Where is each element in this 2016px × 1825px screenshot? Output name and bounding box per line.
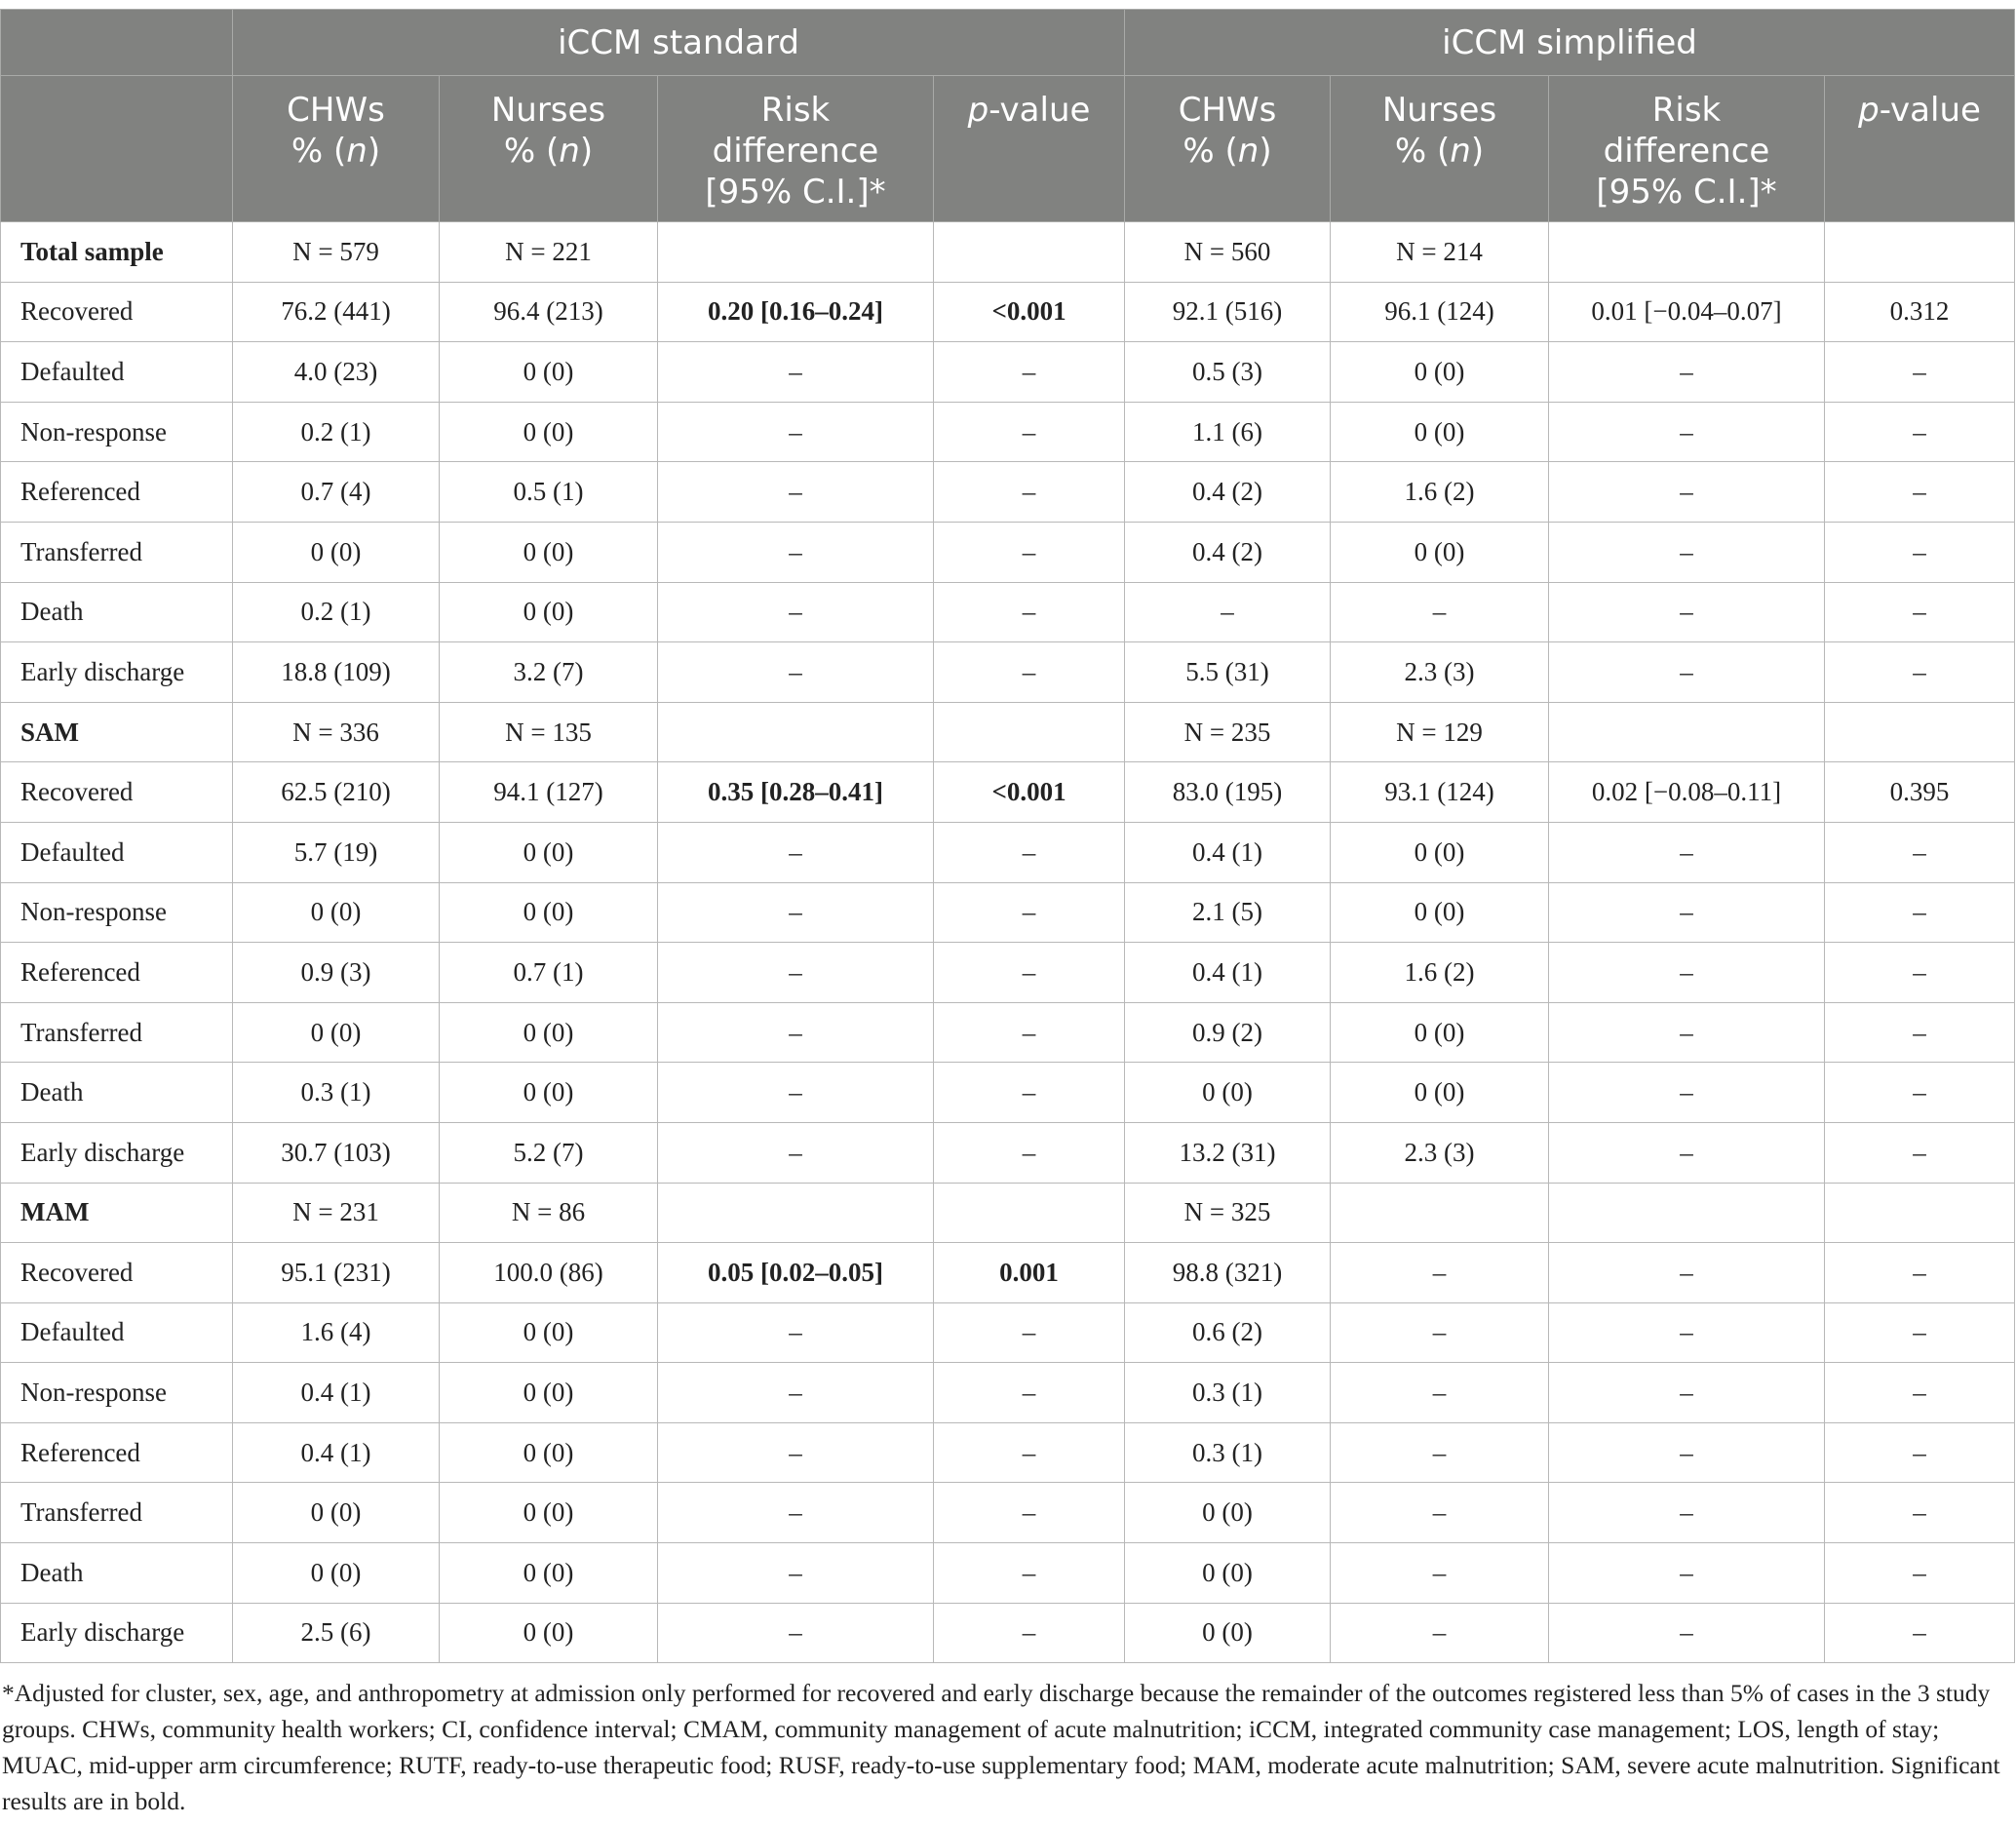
header-empty-cell	[1, 10, 233, 76]
cell-std-rd: –	[658, 462, 934, 523]
cell-simp-chws: 1.1 (6)	[1125, 402, 1331, 462]
table-row	[1, 822, 2015, 882]
table-header	[1, 10, 2015, 222]
table-row	[1, 282, 2015, 342]
section-n-std-nurses: N = 86	[440, 1183, 658, 1243]
cell-simp-chws: 0.9 (2)	[1125, 1002, 1331, 1063]
cell-simp-p: –	[1825, 1603, 2015, 1663]
section-n-simp-nurses: N = 129	[1331, 702, 1549, 762]
table-row	[1, 1122, 2015, 1183]
cell-simp-rd: –	[1549, 1483, 1825, 1543]
cell-std-p: –	[934, 1063, 1125, 1123]
cell-simp-p: –	[1825, 1422, 2015, 1483]
table-row	[1, 1063, 2015, 1123]
cell-simp-rd: –	[1549, 1543, 1825, 1604]
section-n-simp-rd	[1549, 222, 1825, 283]
cell-std-chws: 30.7 (103)	[233, 1122, 440, 1183]
cell-simp-rd: –	[1549, 1243, 1825, 1303]
cell-std-chws: 0 (0)	[233, 1483, 440, 1543]
cell-simp-chws: 0.3 (1)	[1125, 1422, 1331, 1483]
cell-simp-p: –	[1825, 522, 2015, 582]
section-row	[1, 1183, 2015, 1243]
cell-simp-nurses: 0 (0)	[1331, 522, 1549, 582]
cell-simp-rd: –	[1549, 342, 1825, 403]
cell-simp-rd: –	[1549, 522, 1825, 582]
cell-std-chws: 2.5 (6)	[233, 1603, 440, 1663]
cell-std-rd: –	[658, 1302, 934, 1363]
cell-simp-chws: 0 (0)	[1125, 1543, 1331, 1604]
section-label: MAM	[1, 1183, 233, 1243]
cell-simp-nurses: –	[1331, 1543, 1549, 1604]
section-n-std-chws: N = 579	[233, 222, 440, 283]
outcomes-table	[0, 9, 2015, 1663]
cell-std-chws: 0.2 (1)	[233, 582, 440, 642]
cell-simp-rd: –	[1549, 882, 1825, 943]
cell-std-chws: 1.6 (4)	[233, 1302, 440, 1363]
cell-std-p: –	[934, 1302, 1125, 1363]
cell-std-rd: –	[658, 1422, 934, 1483]
cell-std-rd: 0.20 [0.16–0.24]	[658, 282, 934, 342]
group-header-simplified: iCCM simplified	[1125, 10, 2015, 76]
cell-std-rd: –	[658, 522, 934, 582]
table-container	[0, 9, 2016, 1663]
cell-simp-rd: –	[1549, 822, 1825, 882]
cell-simp-chws: 13.2 (31)	[1125, 1122, 1331, 1183]
group-header-standard: iCCM standard	[233, 10, 1125, 76]
section-n-simp-nurses	[1331, 1183, 1549, 1243]
cell-simp-rd: –	[1549, 582, 1825, 642]
cell-std-nurses: 0 (0)	[440, 402, 658, 462]
col-header-simp-nurses: Nurses % (n)	[1331, 76, 1549, 222]
cell-std-p: –	[934, 1422, 1125, 1483]
section-n-simp-chws: N = 235	[1125, 702, 1331, 762]
cell-simp-p: –	[1825, 342, 2015, 403]
cell-simp-nurses: 0 (0)	[1331, 342, 1549, 403]
cell-std-chws: 18.8 (109)	[233, 642, 440, 703]
table-row	[1, 642, 2015, 703]
cell-simp-chws: 0.4 (2)	[1125, 522, 1331, 582]
row-label: Defaulted	[1, 342, 233, 403]
column-header-row	[1, 76, 2015, 222]
row-label: Referenced	[1, 462, 233, 523]
cell-std-p: –	[934, 882, 1125, 943]
cell-std-rd: –	[658, 1543, 934, 1604]
cell-simp-p: –	[1825, 1122, 2015, 1183]
cell-simp-chws: 0 (0)	[1125, 1603, 1331, 1663]
cell-simp-rd: 0.02 [−0.08–0.11]	[1549, 762, 1825, 823]
col-header-simp-p-value: p-value	[1825, 76, 2015, 222]
header-empty-cell	[1, 76, 233, 222]
cell-simp-chws: 0.4 (2)	[1125, 462, 1331, 523]
row-label: Defaulted	[1, 822, 233, 882]
cell-simp-rd: –	[1549, 642, 1825, 703]
cell-simp-nurses: 0 (0)	[1331, 1063, 1549, 1123]
table-row	[1, 522, 2015, 582]
section-n-simp-rd	[1549, 702, 1825, 762]
row-label: Death	[1, 1543, 233, 1604]
cell-std-p: –	[934, 1543, 1125, 1604]
cell-std-rd: –	[658, 402, 934, 462]
cell-std-nurses: 0 (0)	[440, 1483, 658, 1543]
cell-simp-nurses: 1.6 (2)	[1331, 943, 1549, 1003]
col-header-simp-chws: CHWs % (n)	[1125, 76, 1331, 222]
cell-std-p: <0.001	[934, 282, 1125, 342]
col-header-std-p-value: p-value	[934, 76, 1125, 222]
section-row	[1, 222, 2015, 283]
cell-std-chws: 62.5 (210)	[233, 762, 440, 823]
row-label: Non-response	[1, 1363, 233, 1423]
cell-simp-p: –	[1825, 462, 2015, 523]
cell-std-nurses: 5.2 (7)	[440, 1122, 658, 1183]
cell-std-nurses: 0 (0)	[440, 1543, 658, 1604]
cell-std-p: –	[934, 522, 1125, 582]
cell-std-rd: 0.35 [0.28–0.41]	[658, 762, 934, 823]
cell-std-p: –	[934, 1363, 1125, 1423]
cell-simp-nurses: –	[1331, 1363, 1549, 1423]
cell-std-p: –	[934, 402, 1125, 462]
table-row	[1, 882, 2015, 943]
table-row	[1, 582, 2015, 642]
cell-std-nurses: 0 (0)	[440, 1002, 658, 1063]
cell-std-p: –	[934, 642, 1125, 703]
row-label: Recovered	[1, 762, 233, 823]
cell-std-p: –	[934, 1603, 1125, 1663]
cell-simp-p: –	[1825, 1002, 2015, 1063]
row-label: Referenced	[1, 1422, 233, 1483]
cell-std-nurses: 0 (0)	[440, 1422, 658, 1483]
cell-std-rd: –	[658, 882, 934, 943]
cell-std-chws: 5.7 (19)	[233, 822, 440, 882]
cell-std-rd: –	[658, 943, 934, 1003]
cell-simp-rd: 0.01 [−0.04–0.07]	[1549, 282, 1825, 342]
table-row	[1, 462, 2015, 523]
cell-std-rd: –	[658, 1483, 934, 1543]
section-n-std-nurses: N = 221	[440, 222, 658, 283]
section-n-std-p	[934, 1183, 1125, 1243]
cell-simp-chws: 98.8 (321)	[1125, 1243, 1331, 1303]
cell-std-nurses: 0 (0)	[440, 342, 658, 403]
section-label: Total sample	[1, 222, 233, 283]
cell-std-nurses: 3.2 (7)	[440, 642, 658, 703]
cell-std-nurses: 0 (0)	[440, 1363, 658, 1423]
cell-std-chws: 76.2 (441)	[233, 282, 440, 342]
cell-std-p: –	[934, 1483, 1125, 1543]
table-body	[1, 222, 2015, 1663]
cell-simp-p: –	[1825, 1302, 2015, 1363]
cell-simp-rd: –	[1549, 462, 1825, 523]
cell-std-chws: 0.9 (3)	[233, 943, 440, 1003]
cell-std-p: –	[934, 582, 1125, 642]
cell-simp-rd: –	[1549, 1002, 1825, 1063]
section-n-std-rd	[658, 702, 934, 762]
cell-simp-rd: –	[1549, 943, 1825, 1003]
row-label: Non-response	[1, 402, 233, 462]
row-label: Early discharge	[1, 1122, 233, 1183]
table-row	[1, 402, 2015, 462]
cell-std-rd: –	[658, 1363, 934, 1423]
cell-simp-p: –	[1825, 1243, 2015, 1303]
row-label: Referenced	[1, 943, 233, 1003]
cell-simp-nurses: –	[1331, 1302, 1549, 1363]
cell-std-rd: –	[658, 1063, 934, 1123]
cell-simp-chws: 0.4 (1)	[1125, 943, 1331, 1003]
section-n-simp-p	[1825, 1183, 2015, 1243]
cell-simp-p: –	[1825, 1543, 2015, 1604]
cell-simp-rd: –	[1549, 402, 1825, 462]
row-label: Transferred	[1, 1483, 233, 1543]
cell-std-chws: 0 (0)	[233, 1543, 440, 1604]
cell-simp-rd: –	[1549, 1063, 1825, 1123]
cell-std-chws: 0.3 (1)	[233, 1063, 440, 1123]
table-row	[1, 943, 2015, 1003]
cell-std-p: 0.001	[934, 1243, 1125, 1303]
section-n-std-p	[934, 702, 1125, 762]
cell-simp-chws: 0.6 (2)	[1125, 1302, 1331, 1363]
cell-std-p: –	[934, 943, 1125, 1003]
cell-std-nurses: 0 (0)	[440, 882, 658, 943]
cell-simp-chws: 92.1 (516)	[1125, 282, 1331, 342]
cell-simp-nurses: 96.1 (124)	[1331, 282, 1549, 342]
cell-simp-nurses: –	[1331, 582, 1549, 642]
section-n-std-chws: N = 231	[233, 1183, 440, 1243]
cell-simp-rd: –	[1549, 1603, 1825, 1663]
table-row	[1, 1243, 2015, 1303]
row-label: Defaulted	[1, 1302, 233, 1363]
cell-std-chws: 0.2 (1)	[233, 402, 440, 462]
cell-std-rd: –	[658, 342, 934, 403]
cell-simp-rd: –	[1549, 1122, 1825, 1183]
col-header-simp-risk-difference: Risk difference [95% C.I.]*	[1549, 76, 1825, 222]
cell-std-chws: 0.7 (4)	[233, 462, 440, 523]
cell-std-chws: 0 (0)	[233, 522, 440, 582]
cell-simp-p: –	[1825, 1483, 2015, 1543]
cell-std-chws: 0 (0)	[233, 882, 440, 943]
section-n-std-chws: N = 336	[233, 702, 440, 762]
cell-std-chws: 95.1 (231)	[233, 1243, 440, 1303]
cell-std-p: –	[934, 462, 1125, 523]
table-row	[1, 1543, 2015, 1604]
row-label: Transferred	[1, 522, 233, 582]
cell-simp-p: –	[1825, 1363, 2015, 1423]
cell-simp-chws: 0.5 (3)	[1125, 342, 1331, 403]
cell-std-nurses: 0 (0)	[440, 522, 658, 582]
cell-std-nurses: 0 (0)	[440, 582, 658, 642]
cell-simp-nurses: 0 (0)	[1331, 402, 1549, 462]
group-header-row	[1, 10, 2015, 76]
cell-std-p: <0.001	[934, 762, 1125, 823]
table-row	[1, 342, 2015, 403]
cell-std-nurses: 0.5 (1)	[440, 462, 658, 523]
cell-std-rd: –	[658, 822, 934, 882]
cell-std-nurses: 0 (0)	[440, 1302, 658, 1363]
cell-simp-p: –	[1825, 822, 2015, 882]
cell-std-chws: 0.4 (1)	[233, 1422, 440, 1483]
table-row	[1, 1363, 2015, 1423]
col-header-std-risk-difference: Risk difference [95% C.I.]*	[658, 76, 934, 222]
cell-simp-nurses: 2.3 (3)	[1331, 642, 1549, 703]
row-label: Recovered	[1, 282, 233, 342]
cell-std-rd: –	[658, 1122, 934, 1183]
cell-std-rd: –	[658, 1603, 934, 1663]
col-header-std-chws: CHWs % (n)	[233, 76, 440, 222]
cell-std-rd: 0.05 [0.02–0.05]	[658, 1243, 934, 1303]
table-row	[1, 762, 2015, 823]
cell-std-nurses: 0 (0)	[440, 822, 658, 882]
section-n-std-nurses: N = 135	[440, 702, 658, 762]
row-label: Transferred	[1, 1002, 233, 1063]
cell-simp-nurses: 0 (0)	[1331, 1002, 1549, 1063]
cell-simp-p: –	[1825, 882, 2015, 943]
section-n-simp-p	[1825, 222, 2015, 283]
cell-simp-chws: 83.0 (195)	[1125, 762, 1331, 823]
cell-simp-nurses: –	[1331, 1603, 1549, 1663]
cell-std-p: –	[934, 342, 1125, 403]
section-row	[1, 702, 2015, 762]
table-row	[1, 1603, 2015, 1663]
cell-simp-p: –	[1825, 582, 2015, 642]
section-n-simp-nurses: N = 214	[1331, 222, 1549, 283]
cell-simp-nurses: 93.1 (124)	[1331, 762, 1549, 823]
cell-simp-chws: 0.3 (1)	[1125, 1363, 1331, 1423]
cell-std-nurses: 94.1 (127)	[440, 762, 658, 823]
cell-simp-chws: 0.4 (1)	[1125, 822, 1331, 882]
section-n-simp-rd	[1549, 1183, 1825, 1243]
cell-simp-p: –	[1825, 1063, 2015, 1123]
cell-std-chws: 0 (0)	[233, 1002, 440, 1063]
section-n-simp-p	[1825, 702, 2015, 762]
cell-std-chws: 0.4 (1)	[233, 1363, 440, 1423]
cell-std-p: –	[934, 1002, 1125, 1063]
cell-simp-p: –	[1825, 943, 2015, 1003]
cell-std-nurses: 0 (0)	[440, 1063, 658, 1123]
row-label: Death	[1, 1063, 233, 1123]
row-label: Non-response	[1, 882, 233, 943]
cell-simp-nurses: –	[1331, 1243, 1549, 1303]
table-row	[1, 1002, 2015, 1063]
cell-simp-nurses: 0 (0)	[1331, 882, 1549, 943]
section-label: SAM	[1, 702, 233, 762]
cell-simp-p: 0.395	[1825, 762, 2015, 823]
cell-simp-rd: –	[1549, 1302, 1825, 1363]
row-label: Early discharge	[1, 642, 233, 703]
cell-std-nurses: 0.7 (1)	[440, 943, 658, 1003]
cell-simp-p: –	[1825, 402, 2015, 462]
cell-simp-chws: 2.1 (5)	[1125, 882, 1331, 943]
cell-std-p: –	[934, 822, 1125, 882]
col-header-std-nurses: Nurses % (n)	[440, 76, 658, 222]
row-label: Death	[1, 582, 233, 642]
cell-simp-p: –	[1825, 642, 2015, 703]
cell-std-nurses: 0 (0)	[440, 1603, 658, 1663]
cell-std-p: –	[934, 1122, 1125, 1183]
table-row	[1, 1483, 2015, 1543]
cell-simp-chws: 0 (0)	[1125, 1483, 1331, 1543]
cell-std-chws: 4.0 (23)	[233, 342, 440, 403]
cell-simp-nurses: 2.3 (3)	[1331, 1122, 1549, 1183]
cell-std-nurses: 96.4 (213)	[440, 282, 658, 342]
cell-simp-rd: –	[1549, 1363, 1825, 1423]
cell-simp-chws: 0 (0)	[1125, 1063, 1331, 1123]
cell-std-nurses: 100.0 (86)	[440, 1243, 658, 1303]
section-n-std-rd	[658, 222, 934, 283]
cell-simp-nurses: –	[1331, 1422, 1549, 1483]
section-n-std-rd	[658, 1183, 934, 1243]
row-label: Recovered	[1, 1243, 233, 1303]
cell-std-rd: –	[658, 642, 934, 703]
cell-simp-rd: –	[1549, 1422, 1825, 1483]
section-n-simp-chws: N = 325	[1125, 1183, 1331, 1243]
cell-simp-chws: –	[1125, 582, 1331, 642]
row-label: Early discharge	[1, 1603, 233, 1663]
cell-simp-nurses: 0 (0)	[1331, 822, 1549, 882]
section-n-std-p	[934, 222, 1125, 283]
table-row	[1, 1422, 2015, 1483]
section-n-simp-chws: N = 560	[1125, 222, 1331, 283]
cell-std-rd: –	[658, 582, 934, 642]
cell-simp-nurses: 1.6 (2)	[1331, 462, 1549, 523]
cell-simp-nurses: –	[1331, 1483, 1549, 1543]
cell-std-rd: –	[658, 1002, 934, 1063]
cell-simp-chws: 5.5 (31)	[1125, 642, 1331, 703]
cell-simp-p: 0.312	[1825, 282, 2015, 342]
table-footnote: *Adjusted for cluster, sex, age, and anthropometry at admission only performed for recovered and early discharge because the remainder of the outcomes registered less than 5% of cases in the 3 study groups. CHWs, community health workers; CI, confidence interval; CMAM, community management of acute malnutrition; iCCM, integrated community case management; LOS, length of stay; MUAC, mid-upper arm circumference; RUTF, ready-to-use therapeutic food; RUSF, ready-to-use supplementary food; MAM, moderate acute malnutrition; SAM, severe acute malnutrition. Significant results are in bold.	[2, 1679, 2000, 1815]
table-row	[1, 1302, 2015, 1363]
